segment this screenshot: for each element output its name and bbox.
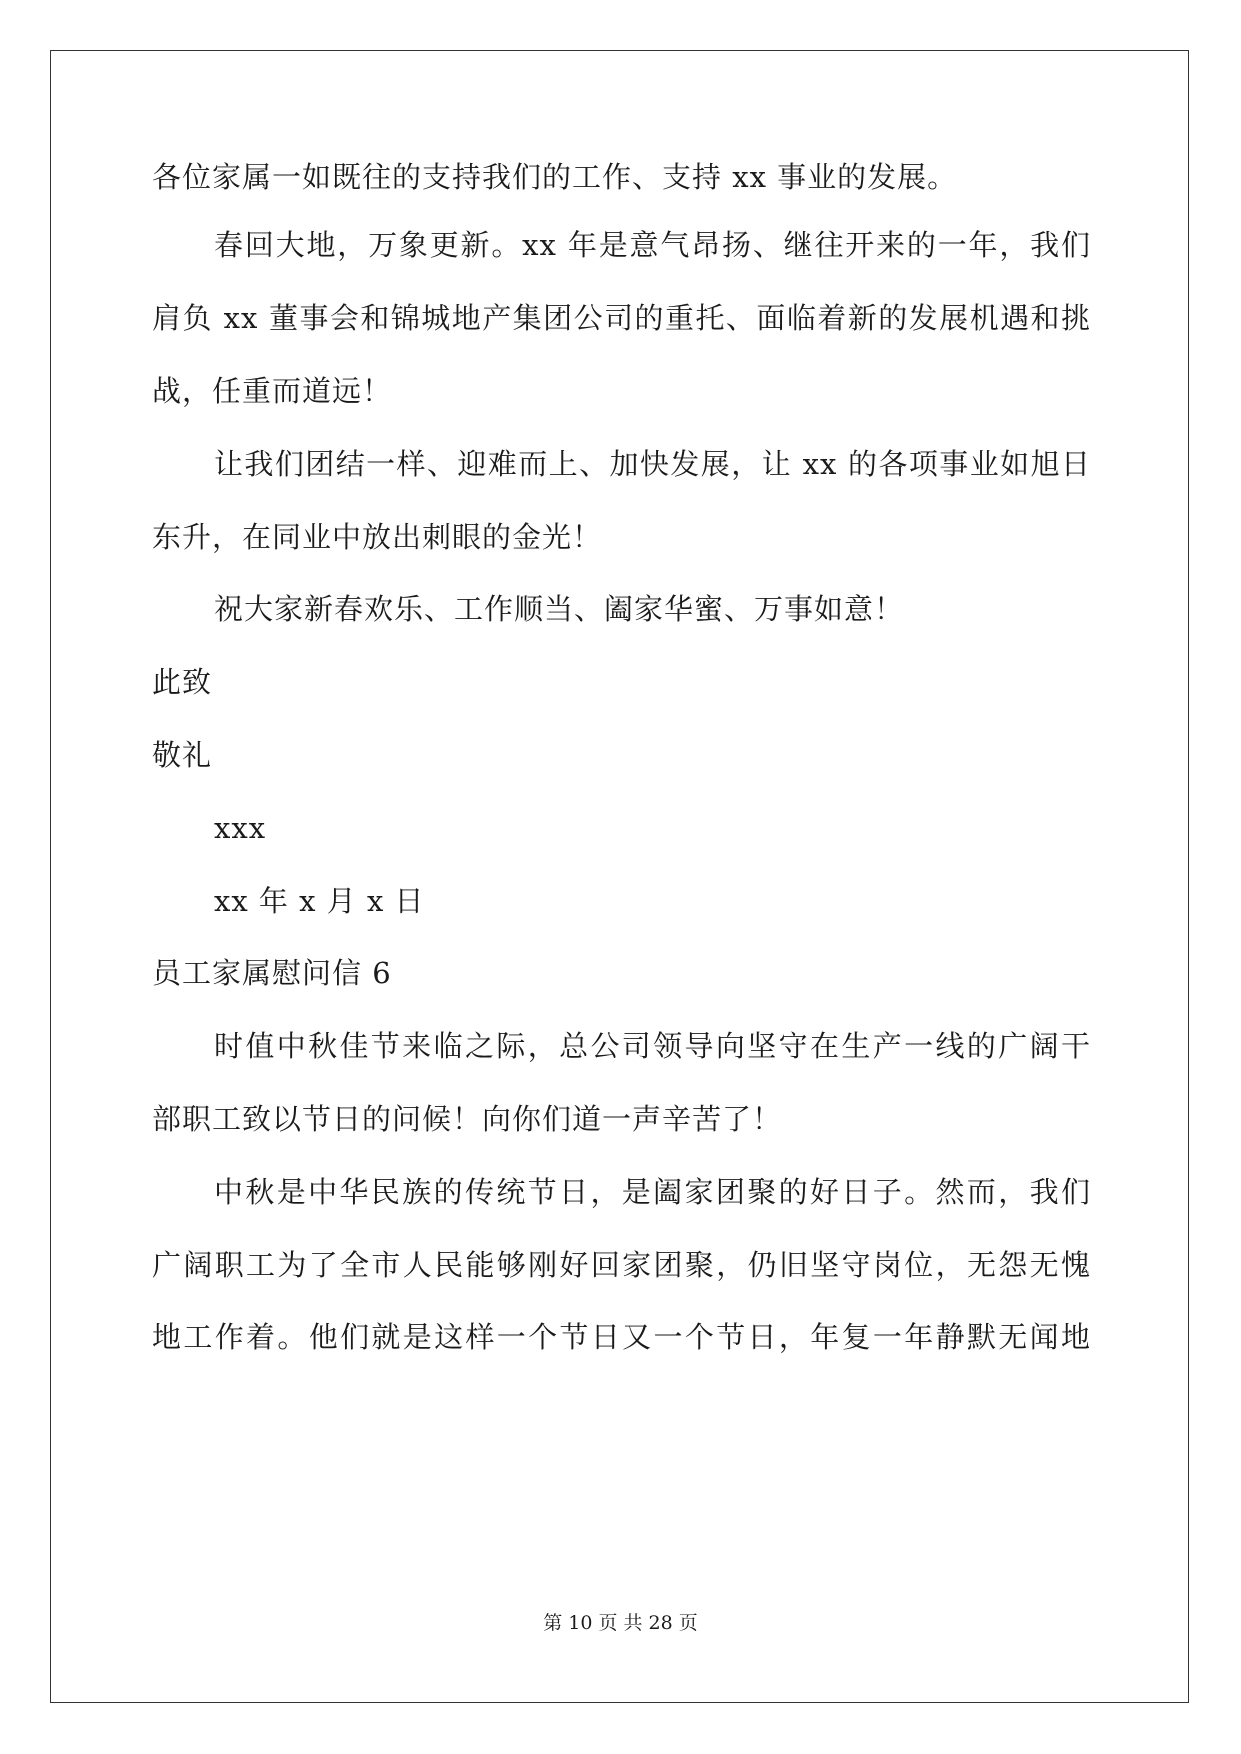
- body-line-2: 春回大地，万象更新。xx 年是意气昂扬、继往开来的一年，我们: [214, 228, 1091, 262]
- body-line-9: 部职工致以节日的问候！向你们道一声辛苦了！: [152, 1102, 783, 1136]
- body-line-12: 地工作着。他们就是这样一个节日又一个节日，年复一年静默无闻地: [152, 1320, 1091, 1354]
- body-line-7: 祝大家新春欢乐、工作顺当、阖家华蜜、万事如意！: [214, 592, 905, 626]
- signature-date: xx 年 x 月 x 日: [214, 884, 425, 918]
- body-line-11: 广阔职工为了全市人民能够刚好回家团聚，仍旧坚守岗位，无怨无愧: [152, 1248, 1091, 1282]
- body-line-5: 让我们团结一样、迎难而上、加快发展，让 xx 的各项事业如旭日: [214, 447, 1091, 481]
- body-line-6: 东升，在同业中放出刺眼的金光！: [152, 520, 603, 554]
- signature-name: xxx: [214, 811, 267, 845]
- section-heading: 员工家属慰问信 6: [152, 956, 392, 990]
- body-line-10: 中秋是中华民族的传统节日，是阖家团聚的好日子。然而，我们: [214, 1175, 1091, 1209]
- closing-salutation: 此致: [152, 665, 213, 699]
- page-footer: 第 10 页 共 28 页: [543, 1612, 698, 1634]
- body-line-1: 各位家属一如既往的支持我们的工作、支持 xx 事业的发展。: [152, 160, 958, 194]
- body-line-4: 战，任重而道远！: [152, 374, 393, 408]
- body-line-8: 时值中秋佳节来临之际，总公司领导向坚守在生产一线的广阔干: [214, 1029, 1091, 1063]
- closing-regards: 敬礼: [152, 738, 213, 772]
- body-line-3: 肩负 xx 董事会和锦城地产集团公司的重托、面临着新的发展机遇和挑: [152, 301, 1091, 335]
